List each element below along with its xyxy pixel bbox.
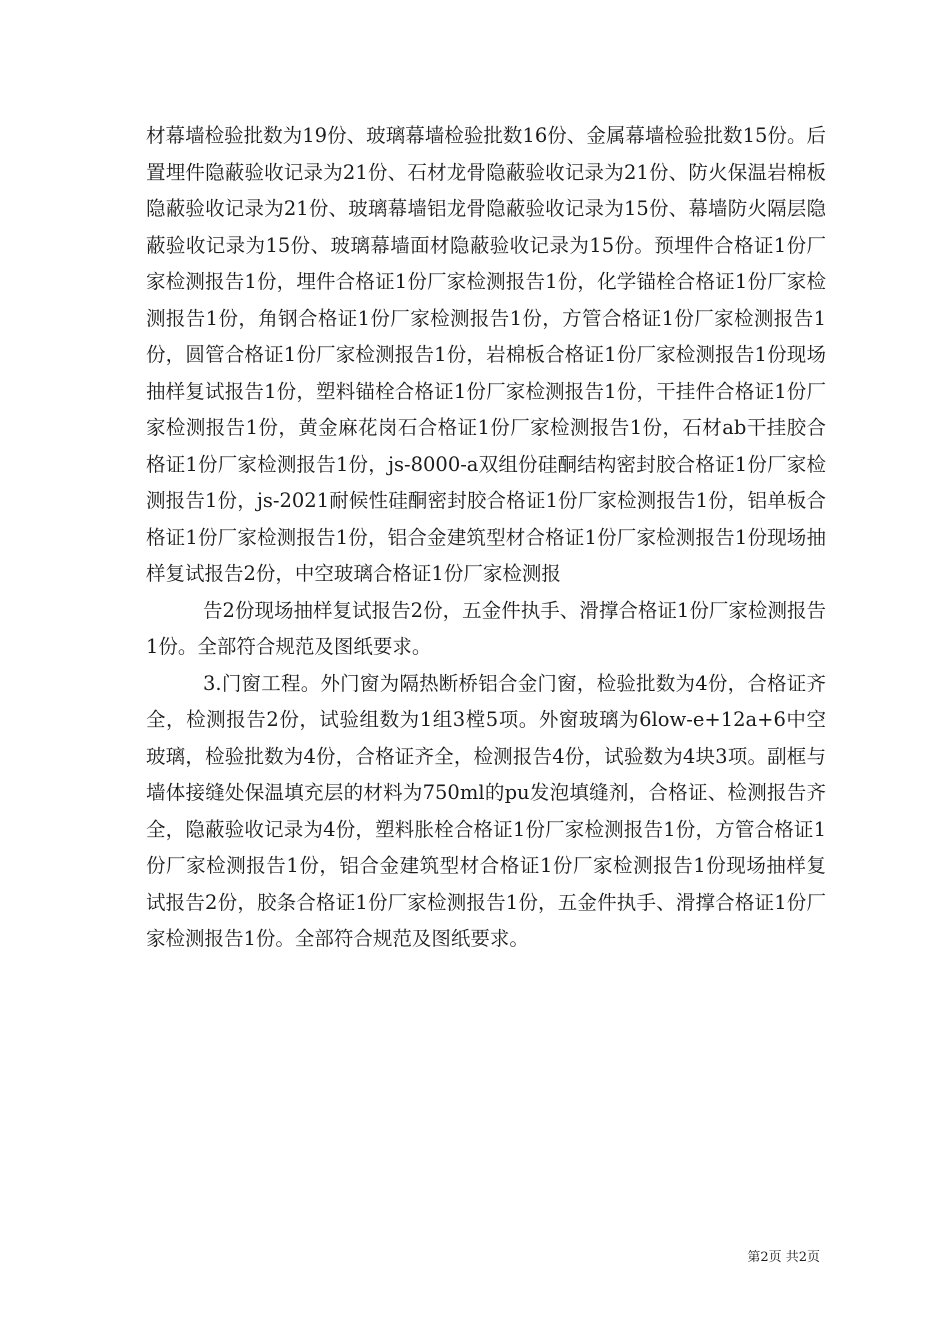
- paragraph-curtain-wall-records: 材幕墙检验批数为19份、玻璃幕墙检验批数16份、金属幕墙检验批数15份。后置埋件隐蔽验收记录为21份、石材龙骨隐蔽验收记录为21份、防火保温岩棉板隐蔽验收记录为21份、玻璃幕墙铝龙骨隐蔽验收记录为15份、幕墙防火隔层隐蔽验收记录为15份、玻璃幕墙面材隐蔽验收记录为15份。预埋件合格证1份厂家检测报告1份，埋件合格证1份厂家检测报告1份，化学锚栓合格证1份厂家检测报告1份，角钢合格证1份厂家检测报告1份，方管合格证1份厂家检测报告1份，圆管合格证1份厂家检测报告1份，岩棉板合格证1份厂家检测报告1份现场抽样复试报告1份，塑料锚栓合格证1份厂家检测报告1份，干挂件合格证1份厂家检测报告1份，黄金麻花岗石合格证1份厂家检测报告1份，石材ab干挂胶合格证1份厂家检测报告1份，js-8000-a双组份硅酮结构密封胶合格证1份厂家检测报告1份，js-2021耐候性硅酮密封胶合格证1份厂家检测报告1份，铝单板合格证1份厂家检测报告1份，铝合金建筑型材合格证1份厂家检测报告1份现场抽样复试报告2份，中空玻璃合格证1份厂家检测报: [146, 124, 826, 585]
- paragraph-continuation: 告2份现场抽样复试报告2份，五金件执手、滑撑合格证1份厂家检测报告1份。全部符合规范及图纸要求。: [146, 598, 826, 658]
- paragraph-doors-windows: 3.门窗工程。外门窗为隔热断桥铝合金门窗，检验批数为4份，合格证齐全，检测报告2份，试验组数为1组3樘5项。外窗玻璃为6low-e+12a+6中空玻璃，检验批数为4份，合格证齐全，检测报告4份，试验数为4块3项。副框与墙体接缝处保温填充层的材料为750ml的pu发泡填缝剂，合格证、检测报告齐全，隐蔽验收记录为4份，塑料胀栓合格证1份厂家检测报告1份，方管合格证1份厂家检测报告1份，铝合金建筑型材合格证1份厂家检测报告1份现场抽样复试报告2份，胶条合格证1份厂家检测报告1份，五金件执手、滑撑合格证1份厂家检测报告1份。全部符合规范及图纸要求。: [146, 671, 826, 950]
- body-text: [146, 118, 826, 958]
- page-number-footer: 第2页 共2页: [747, 1250, 820, 1265]
